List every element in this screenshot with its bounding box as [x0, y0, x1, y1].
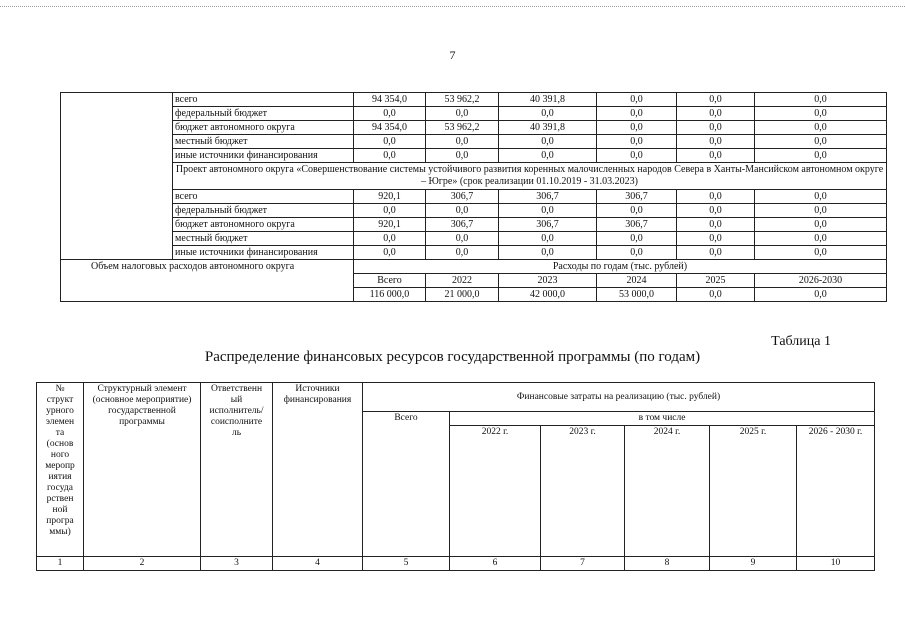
funding-value: 0,0	[597, 232, 677, 246]
funding-value: 0,0	[755, 149, 887, 163]
col-number-header-line: №	[55, 384, 65, 394]
funding-row	[61, 93, 887, 107]
tax-value: 116 000,0	[354, 288, 426, 302]
col-sources-header: Источники финансирования	[273, 383, 363, 557]
funding-row	[61, 190, 887, 204]
funding-value: 0,0	[426, 135, 499, 149]
col-total-header: Всего	[363, 412, 450, 557]
tax-value: 53 000,0	[597, 288, 677, 302]
col-number-header-line: иятия	[48, 472, 72, 482]
tax-expenses-header: Расходы по годам (тыс. рублей)	[354, 260, 887, 274]
col-number-header-line: урного	[46, 406, 74, 416]
funding-value: 920,1	[354, 218, 426, 232]
funding-value: 0,0	[755, 190, 887, 204]
funding-value: 0,0	[499, 135, 597, 149]
tax-column-header: 2026-2030	[755, 274, 887, 288]
funding-value: 0,0	[755, 232, 887, 246]
col-responsible-header-line: ль	[231, 428, 242, 438]
funding-row	[61, 135, 887, 149]
funding-value: 0,0	[755, 135, 887, 149]
funding-value: 0,0	[755, 93, 887, 107]
funding-row	[61, 107, 887, 121]
funding-row	[61, 218, 887, 232]
funding-source-label: бюджет автономного округа	[173, 218, 354, 232]
funding-source-label: бюджет автономного округа	[173, 121, 354, 135]
funding-value: 40 391,8	[499, 93, 597, 107]
funding-value: 0,0	[426, 232, 499, 246]
tax-value: 0,0	[677, 288, 755, 302]
funding-value: 0,0	[354, 246, 426, 260]
col-number-header-line: ного	[50, 450, 70, 460]
funding-value: 0,0	[354, 204, 426, 218]
funding-source-label: всего	[173, 190, 354, 204]
funding-value: 920,1	[354, 190, 426, 204]
col-including-header: в том числе	[450, 412, 875, 426]
funding-value: 0,0	[677, 190, 755, 204]
project-title: Проект автономного округа «Совершенствование системы устойчивого развития коренных малочисленных народов Севера в Ханты-Мансийском автономном округе – Югре» (срок реализации 01.10.2019 - 31.03.2023)	[173, 163, 887, 190]
funding-row	[61, 232, 887, 246]
top-border-line	[0, 6, 905, 7]
funding-value: 0,0	[755, 121, 887, 135]
col-number-header-line: госуда	[47, 483, 73, 493]
tax-expenses-label: Объем налоговых расходов автономного округа	[61, 260, 354, 302]
funding-value: 0,0	[677, 232, 755, 246]
funding-value: 306,7	[597, 190, 677, 204]
col-responsible-header-line: соисполните	[210, 417, 263, 427]
funding-value: 0,0	[597, 135, 677, 149]
funding-value: 0,0	[597, 121, 677, 135]
funding-value: 0,0	[354, 149, 426, 163]
table-label: Таблица 1	[771, 334, 831, 349]
col-number-header-line: структ	[46, 395, 74, 405]
funding-source-label: иные источники финансирования	[173, 246, 354, 260]
col-number-header-line: (основ	[46, 439, 74, 449]
column-number: 4	[273, 557, 363, 571]
funding-value: 53 962,2	[426, 93, 499, 107]
funding-value: 0,0	[597, 149, 677, 163]
funding-value: 0,0	[677, 121, 755, 135]
funding-value: 0,0	[499, 246, 597, 260]
funding-value: 0,0	[354, 232, 426, 246]
tax-column-header: Всего	[354, 274, 426, 288]
funding-value: 0,0	[426, 204, 499, 218]
funding-value: 0,0	[499, 149, 597, 163]
funding-source-label: всего	[173, 93, 354, 107]
funding-value: 0,0	[354, 107, 426, 121]
column-number: 3	[201, 557, 273, 571]
column-number: 1	[37, 557, 84, 571]
funding-value: 306,7	[426, 190, 499, 204]
project-title-row	[61, 163, 887, 190]
col-number-header-line: элемен	[45, 417, 75, 427]
col-responsible-header-line: ый	[230, 395, 243, 405]
funding-value: 0,0	[499, 232, 597, 246]
funding-source-label: федеральный бюджет	[173, 107, 354, 121]
tax-column-header: 2025	[677, 274, 755, 288]
funding-value: 0,0	[677, 218, 755, 232]
year-header: 2025 г.	[710, 426, 797, 557]
col-element-header: Структурный элемент (основное мероприятие) государственной программы	[84, 383, 201, 557]
page-number: 7	[449, 48, 456, 62]
funding-value: 0,0	[426, 246, 499, 260]
funding-value: 0,0	[677, 107, 755, 121]
funding-value: 0,0	[677, 149, 755, 163]
column-number: 2	[84, 557, 201, 571]
funding-row	[61, 246, 887, 260]
tax-value: 0,0	[755, 288, 887, 302]
funding-value: 0,0	[597, 107, 677, 121]
tax-column-header: 2022	[426, 274, 499, 288]
year-header: 2023 г.	[541, 426, 625, 557]
column-number: 10	[797, 557, 875, 571]
funding-value: 53 962,2	[426, 121, 499, 135]
col-number-header-line: ной	[52, 505, 68, 515]
tax-value: 42 000,0	[499, 288, 597, 302]
funding-value: 94 354,0	[354, 93, 426, 107]
col-number-header-line: меропр	[45, 461, 75, 471]
year-header: 2024 г.	[625, 426, 710, 557]
funding-row	[61, 204, 887, 218]
year-header: 2026 - 2030 г.	[797, 426, 875, 557]
funding-value: 0,0	[677, 93, 755, 107]
column-number: 7	[541, 557, 625, 571]
table-title: Распределение финансовых ресурсов государственной программы (по годам)	[204, 349, 701, 365]
funding-value: 0,0	[354, 135, 426, 149]
col-responsible-header-line: Ответственн	[210, 384, 263, 394]
col-responsible-header-line: исполнитель/	[209, 406, 264, 416]
col-number-header-line: програ	[46, 516, 74, 526]
funding-value: 306,7	[426, 218, 499, 232]
funding-source-label: местный бюджет	[173, 135, 354, 149]
column-number: 6	[450, 557, 541, 571]
funding-source-label: местный бюджет	[173, 232, 354, 246]
column-number: 9	[710, 557, 797, 571]
col-number-header-line: ммы)	[49, 527, 71, 537]
funding-value: 0,0	[597, 246, 677, 260]
tax-column-header: 2024	[597, 274, 677, 288]
left-empty-cell	[61, 93, 173, 260]
col-responsible-header	[201, 383, 273, 557]
funding-value: 0,0	[677, 135, 755, 149]
funding-value: 0,0	[597, 204, 677, 218]
tax-header-row	[61, 260, 887, 274]
funding-value: 0,0	[755, 246, 887, 260]
funding-value: 94 354,0	[354, 121, 426, 135]
funding-value: 0,0	[499, 204, 597, 218]
col-number-header	[37, 383, 84, 557]
column-number: 8	[625, 557, 710, 571]
distribution-table	[36, 382, 875, 571]
funding-value: 306,7	[597, 218, 677, 232]
funding-value: 0,0	[755, 107, 887, 121]
funding-value: 0,0	[426, 107, 499, 121]
funding-value: 306,7	[499, 218, 597, 232]
col-number-header-line: рствен	[46, 494, 74, 504]
funding-value: 0,0	[426, 149, 499, 163]
funding-value: 0,0	[755, 218, 887, 232]
funding-row	[61, 149, 887, 163]
funding-table	[60, 92, 887, 302]
funding-value: 0,0	[755, 204, 887, 218]
col-number-header-line: та	[55, 428, 65, 438]
funding-row	[61, 121, 887, 135]
funding-source-label: иные источники финансирования	[173, 149, 354, 163]
year-header: 2022 г.	[450, 426, 541, 557]
funding-value: 0,0	[677, 246, 755, 260]
column-number: 5	[363, 557, 450, 571]
tax-column-header: 2023	[499, 274, 597, 288]
funding-value: 40 391,8	[499, 121, 597, 135]
funding-value: 0,0	[677, 204, 755, 218]
funding-value: 0,0	[597, 93, 677, 107]
funding-value: 0,0	[499, 107, 597, 121]
col-costs-header: Финансовые затраты на реализацию (тыс. рублей)	[363, 383, 875, 412]
tax-value: 21 000,0	[426, 288, 499, 302]
funding-source-label: федеральный бюджет	[173, 204, 354, 218]
funding-value: 306,7	[499, 190, 597, 204]
